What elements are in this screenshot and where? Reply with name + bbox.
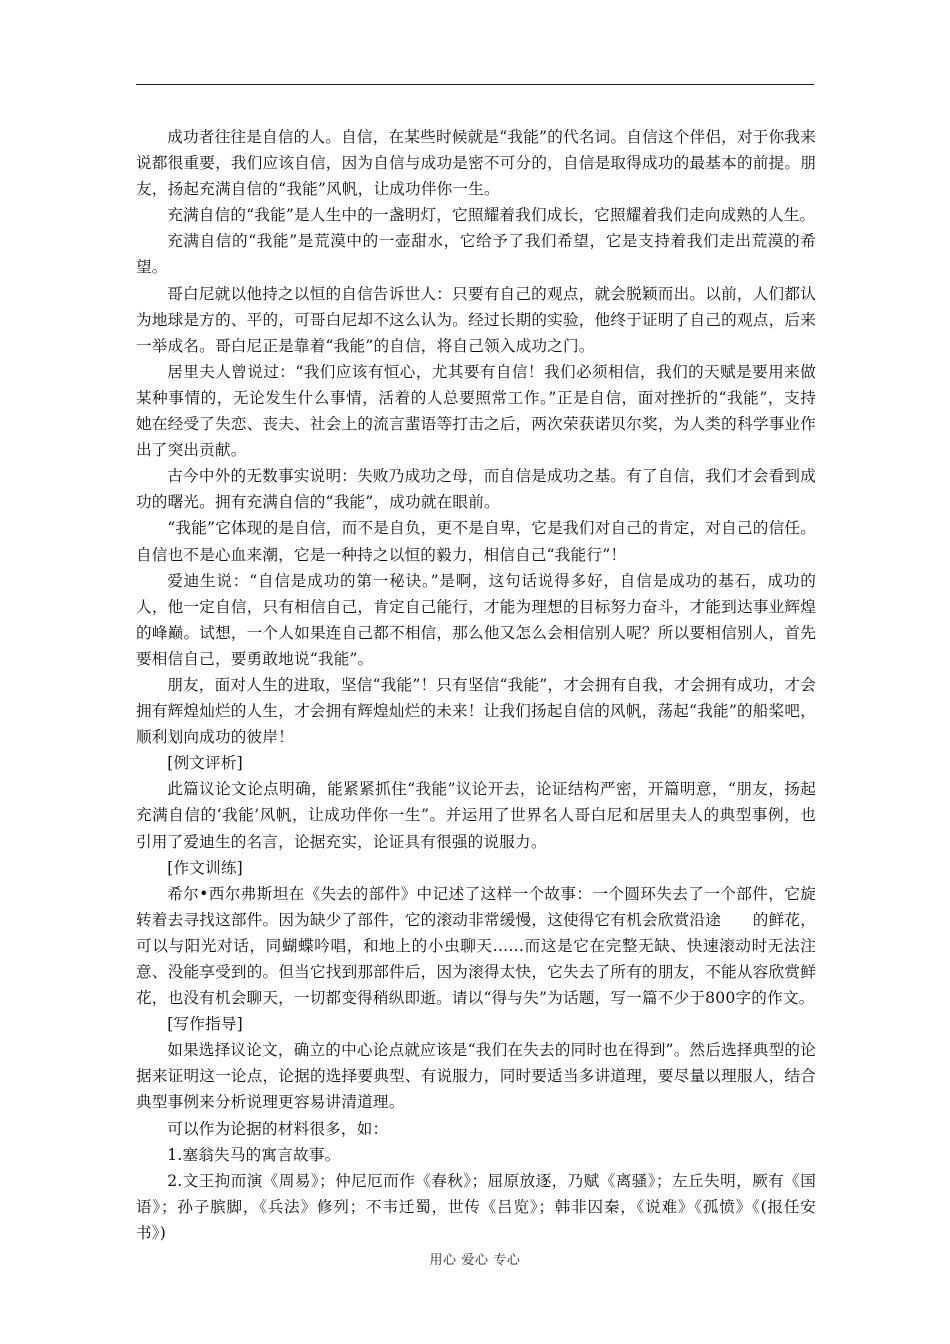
body-paragraph-2: 充满自信的“我能”是人生中的一盏明灯，它照耀着我们成长，它照耀着我们走向成熟的人生。 xyxy=(167,206,816,225)
document-body xyxy=(136,124,816,1246)
body-paragraph-7: “我能”它体现的是自信，而不是自负，更不是自卑，它是我们对自己的肯定，对自己的信任。自信也不是心血来潮，它是一种持之以恒的毅力，相信自己“我能行”！ xyxy=(136,519,816,564)
section-label-training: [作文训练] xyxy=(167,858,243,877)
body-paragraph-4: 哥白尼就以他持之以恒的自信告诉世人：只要有自己的观点，就会脱颖而出。以前，人们都认为地球是方的、平的，可哥白尼却不这么认为。经过长期的实验，他终于证明了自己的观点，后来一举成名。哥白尼正是靠着“我能”的自信，将自己领入成功之门。 xyxy=(136,284,816,355)
guide-item-2: 2.文王拘而演《周易》；仲尼厄而作《春秋》；屈原放逐，乃赋《离骚》；左丘失明，厥有《国语》；孙子膑脚，《兵法》修列；不韦迁蜀，世传《吕览》；韩非囚秦，《说难》《孤愤》《(报任安书》) xyxy=(136,1171,816,1242)
body-paragraph-9: 朋友，面对人生的进取，坚信“我能”！只有坚信“我能”，才会拥有自我，才会拥有成功，才会拥有辉煌灿烂的人生，才会拥有辉煌灿烂的未来！让我们扬起自信的风帆，荡起“我能”的船桨吧，顺利划向成功的彼岸！ xyxy=(136,675,816,747)
section-label-review: [例文评析] xyxy=(167,754,243,773)
training-paragraph: 希尔•西尔弗斯坦在《失去的部件》中记述了这样一个故事：一个圆环失去了一个部件，它旋转着去寻找这部件。因为缺少了部件，它的滚动非常缓慢，这使得它有机会欣赏沿途 的鲜花，可以与阳光对话，同蝴蝶吟唱，和地上的小虫聊天……而这是它在完整无缺、快速滚动时无法注意、没能享受到的。但当它找到那部件后，因为滚得太快，它失去了所有的朋友，不能从容欣赏鲜花，也没有机会聊天，一切都变得稍纵即逝。请以“得与失”为话题，写一篇不少于800字的作文。 xyxy=(136,884,816,1008)
body-paragraph-6: 古今中外的无数事实说明：失败乃成功之母，而自信是成功之基。有了自信，我们才会看到成功的曙光。拥有充满自信的“我能”，成功就在眼前。 xyxy=(136,467,816,512)
header-rule xyxy=(136,84,814,85)
body-paragraph-5: 居里夫人曾说过：“我们应该有恒心，尤其要有自信！我们必须相信，我们的天赋是要用来做某种事情的，无论发生什么事情，活着的人总要照常工作。”正是自信，面对挫折的“我能”，支持她在经受了失恋、丧夫、社会上的流言蜚语等打击之后，两次荣获诺贝尔奖，为人类的科学事业作出了突出贡献。 xyxy=(136,362,816,460)
body-paragraph-3: 充满自信的“我能”是荒漠中的一壶甜水，它给予了我们希望，它是支持着我们走出荒漠的希望。 xyxy=(136,232,816,277)
guide-intro: 可以作为论据的材料很多，如： xyxy=(167,1119,389,1138)
guide-paragraph: 如果选择议论文，确立的中心论点就应该是“我们在失去的同时也在得到”。然后选择典型的论据来证明这一论点，论据的选择要典型、有说服力，同时要适当多讲道理，要尽量以理服人，结合典型事例来分析说理更容易讲清道理。 xyxy=(136,1041,816,1112)
guide-item-1: 1.塞翁失马的寓言故事。 xyxy=(167,1145,341,1164)
page-footer: 用心 爱心 专心 xyxy=(429,1253,521,1268)
body-paragraph-8: 爱迪生说：“自信是成功的第一秘诀。”是啊，这句话说得多好，自信是成功的基石，成功的人，他一定自信，只有相信自己，肯定自己能行，才能为理想的目标努力奋斗，才能到达事业辉煌的峰巅。试想，一个人如果连自己都不相信，那么他又怎么会相信别人呢？所以要相信别人，首先要相信自己，要勇敢地说“我能”。 xyxy=(136,571,816,668)
section-label-guide: [写作指导] xyxy=(167,1015,243,1034)
body-paragraph-1: 成功者往往是自信的人。自信，在某些时候就是“我能”的代名词。自信这个伴侣，对于你我来说都很重要，我们应该自信，因为自信与成功是密不可分的，自信是取得成功的最基本的前提。朋友，扬起充满自信的“我能”风帆，让成功伴你一生。 xyxy=(136,128,816,199)
review-paragraph: 此篇议论文论点明确，能紧紧抓住“我能”议论开去，论证结构严密，开篇明意，“朋友，扬起充满自信的‘我能’风帆，让成功伴你一生”。并运用了世界名人哥白尼和居里夫人的典型事例，也引用了爱迪生的名言，论据充实，论证具有很强的说服力。 xyxy=(136,780,816,851)
